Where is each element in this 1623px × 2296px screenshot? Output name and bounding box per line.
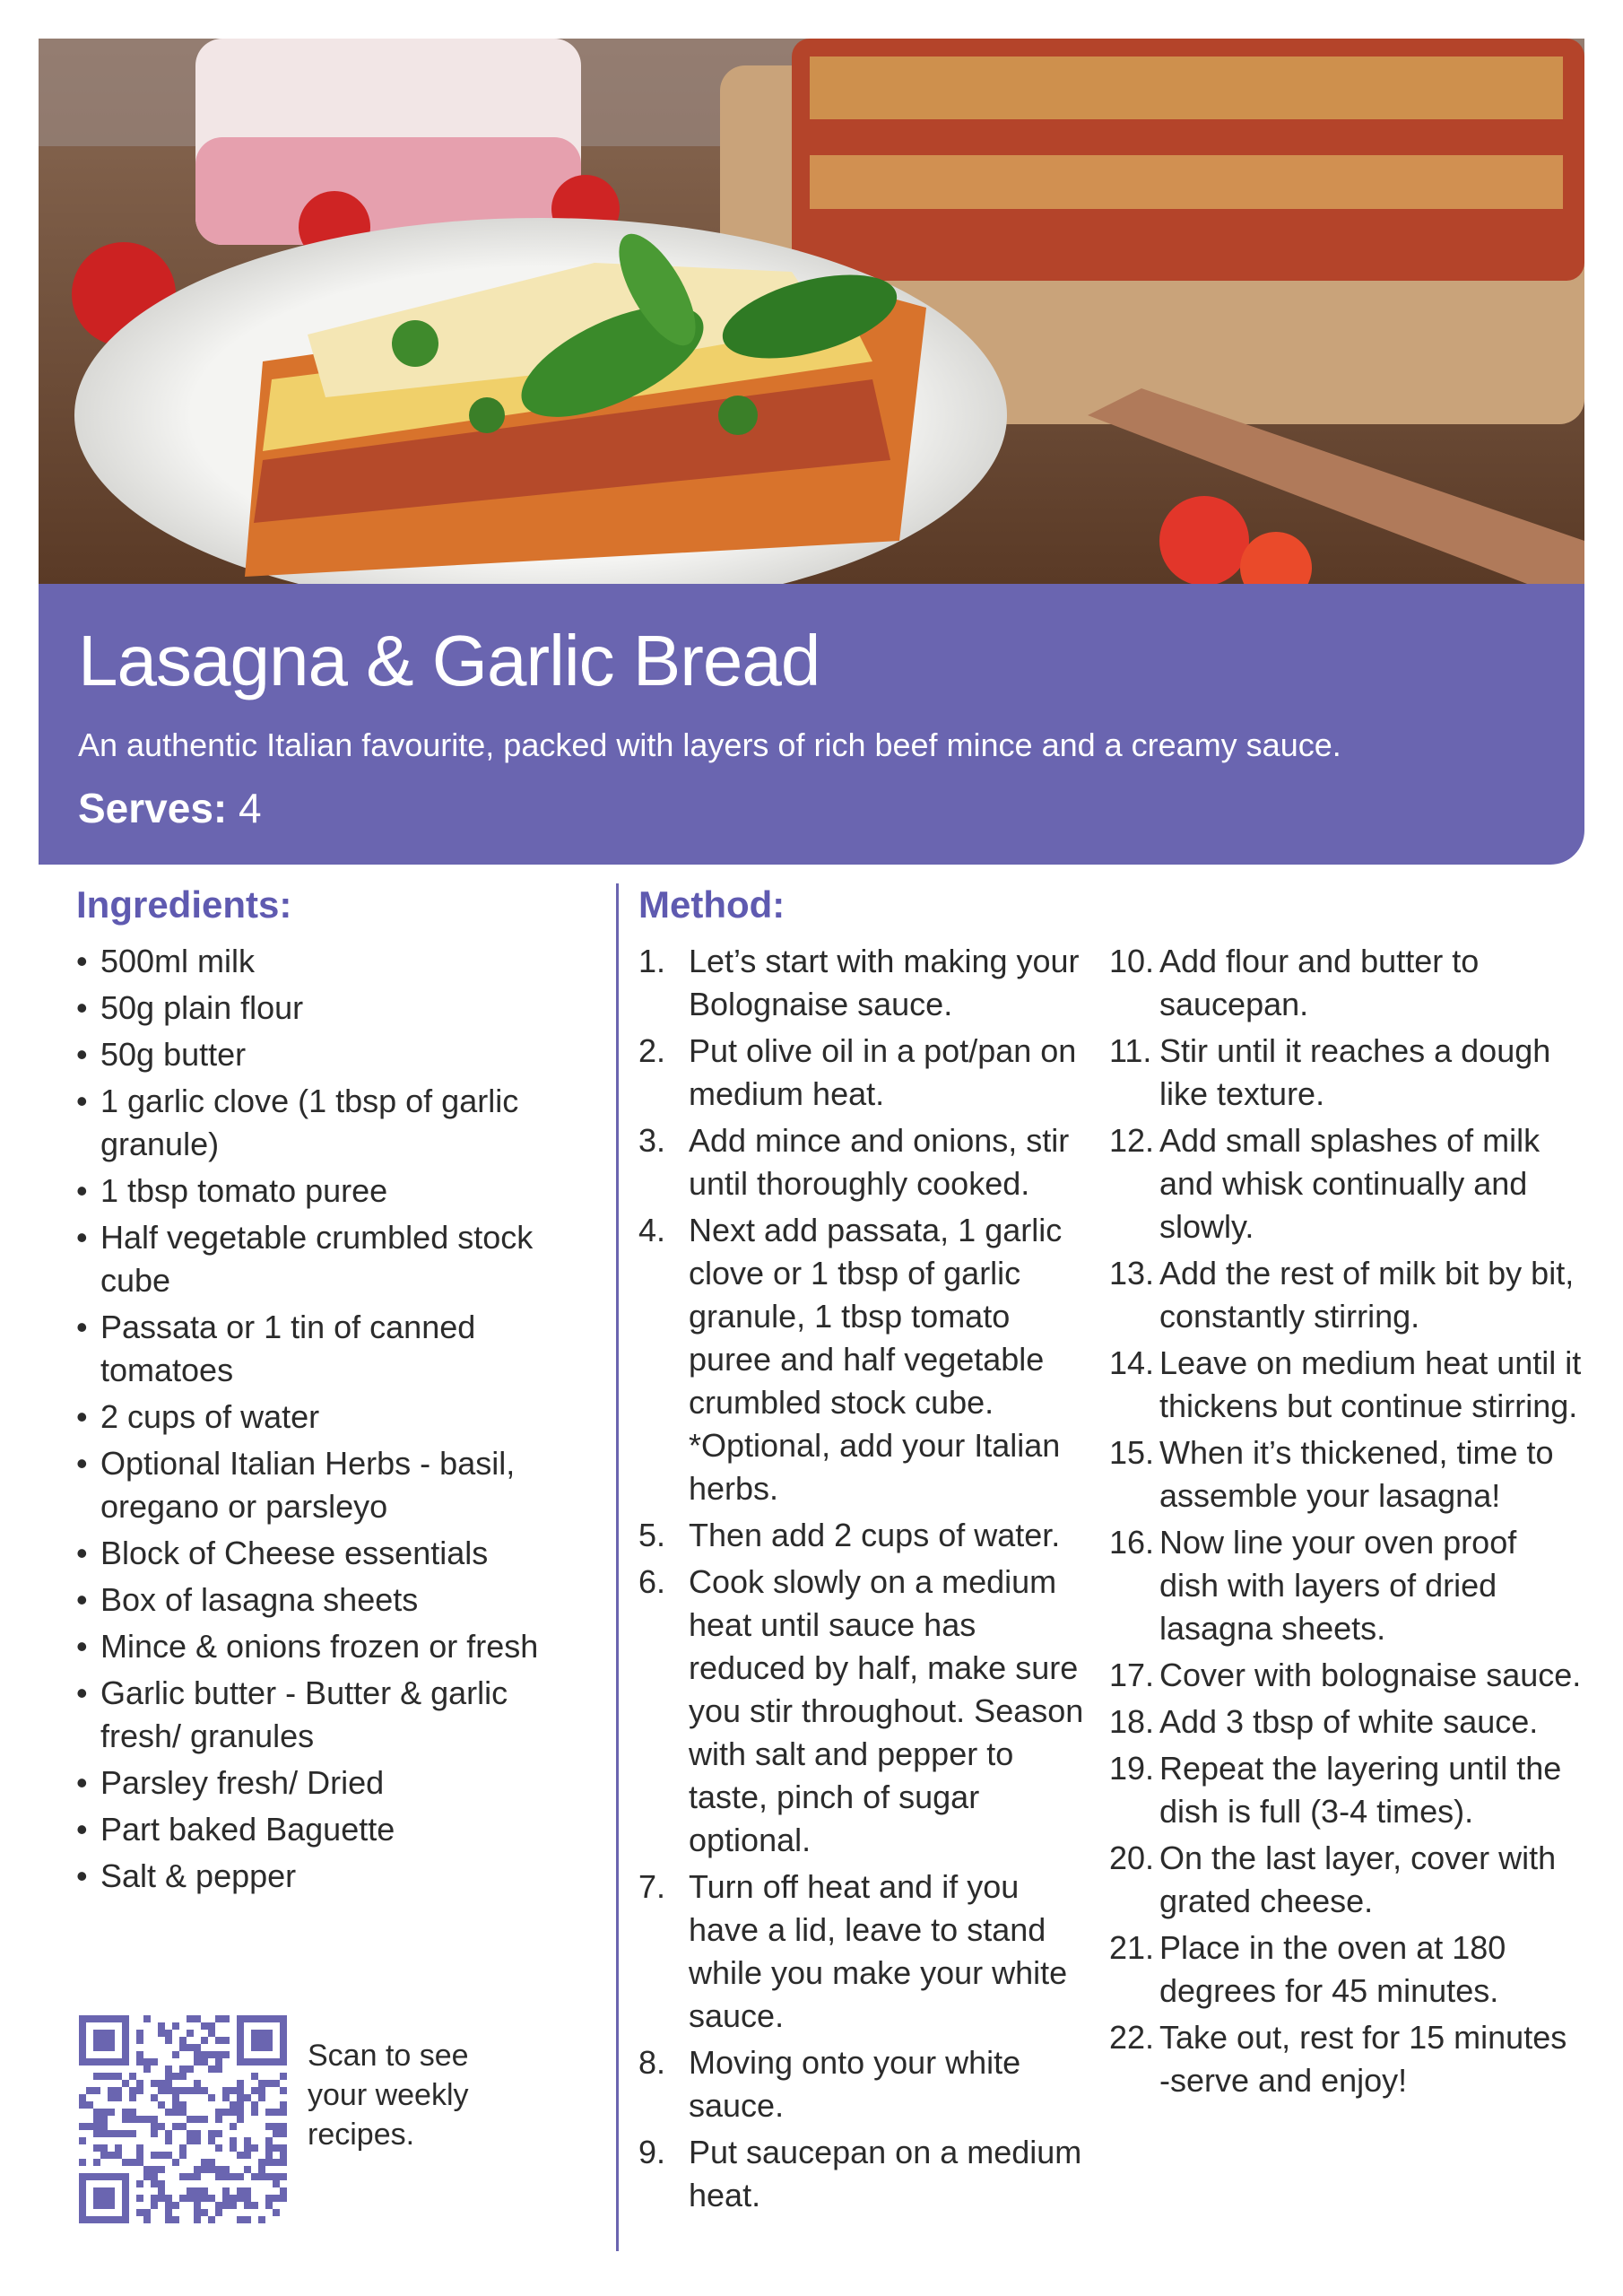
step-number: 8. bbox=[638, 2044, 666, 2081]
method-step bbox=[1109, 1521, 1584, 1650]
step-text: Add mince and onions, stir until thoroughly cooked. bbox=[689, 1122, 1070, 1202]
step-text: Cook slowly on a medium heat until sauce has reduced by half, make sure you stir throughout. Season with salt and pepper to taste, pinch of sugar optional. bbox=[689, 1563, 1084, 1858]
step-text: Cover with bolognaise sauce. bbox=[1159, 1657, 1582, 1693]
step-number: 4. bbox=[638, 1212, 666, 1248]
ingredient-item: • Mince & onions frozen or fresh bbox=[76, 1625, 596, 1668]
method-step bbox=[1109, 1030, 1584, 1116]
ingredient-item: • 50g plain flour bbox=[76, 987, 596, 1030]
method-step bbox=[638, 1030, 1087, 1116]
ingredient-item: • Salt & pepper bbox=[76, 1855, 596, 1898]
step-text: Add small splashes of milk and whisk continually and slowly. bbox=[1159, 1122, 1541, 1245]
title-banner bbox=[39, 584, 1584, 865]
step-number: 17. bbox=[1109, 1657, 1155, 1693]
step-text: Turn off heat and if you have a lid, leave to stand while you make your white sauce. bbox=[689, 1868, 1068, 2034]
method-steps-column-1 bbox=[638, 940, 1087, 2221]
step-text: On the last layer, cover with grated cheese. bbox=[1159, 1839, 1557, 1919]
step-text: Add 3 tbsp of white sauce. bbox=[1159, 1703, 1539, 1740]
step-number: 14. bbox=[1109, 1344, 1155, 1381]
method-step bbox=[1109, 1654, 1584, 1697]
method-step bbox=[1109, 1700, 1584, 1744]
ingredient-item: • Box of lasagna sheets bbox=[76, 1578, 596, 1622]
step-text: When it’s thickened, time to assemble your lasagna! bbox=[1159, 1434, 1554, 1514]
method-step bbox=[1109, 1252, 1584, 1338]
step-text: Let’s start with making your Bolognaise sauce. bbox=[689, 943, 1080, 1022]
method-step bbox=[638, 1866, 1087, 2038]
step-number: 13. bbox=[1109, 1255, 1155, 1292]
step-number: 20. bbox=[1109, 1839, 1155, 1876]
ingredient-item: • 2 cups of water bbox=[76, 1396, 596, 1439]
step-number: 1. bbox=[638, 943, 666, 979]
step-number: 19. bbox=[1109, 1750, 1155, 1787]
step-number: 15. bbox=[1109, 1434, 1155, 1471]
ingredient-item: • 1 garlic clove (1 tbsp of garlic granule) bbox=[76, 1080, 596, 1166]
step-text: Now line your oven proof dish with layers of dried lasagna sheets. bbox=[1159, 1524, 1517, 1647]
step-text: Stir until it reaches a dough like texture. bbox=[1159, 1032, 1551, 1112]
ingredient-item: • 1 tbsp tomato puree bbox=[76, 1170, 596, 1213]
step-number: 16. bbox=[1109, 1524, 1155, 1561]
step-number: 2. bbox=[638, 1032, 666, 1069]
step-number: 10. bbox=[1109, 943, 1155, 979]
lasagna-photo-illustration bbox=[39, 39, 1584, 584]
method-step bbox=[1109, 1342, 1584, 1428]
method-step bbox=[1109, 940, 1584, 1026]
step-number: 11. bbox=[1109, 1032, 1152, 1069]
ingredients-heading: Ingredients: bbox=[76, 883, 292, 926]
step-text: Take out, rest for 15 minutes -serve and enjoy! bbox=[1159, 2019, 1567, 2099]
method-step bbox=[638, 2041, 1087, 2127]
step-text: Next add passata, 1 garlic clove or 1 tbsp of garlic granule, 1 tbsp tomato puree and half vegetable crumbled stock cube. *Optional, add your Italian herbs. bbox=[689, 1212, 1063, 1507]
hero-photo bbox=[39, 39, 1584, 584]
step-text: Put olive oil in a pot/pan on medium heat. bbox=[689, 1032, 1077, 1112]
recipe-subtitle: An authentic Italian favourite, packed with layers of rich beef mince and a creamy sauce. bbox=[78, 726, 1341, 763]
serves-label: Serves: bbox=[78, 785, 228, 832]
qr-caption: Scan to see your weekly recipes. bbox=[308, 2039, 469, 2152]
ingredient-item: • Optional Italian Herbs - basil, oregano or parsleyo bbox=[76, 1442, 596, 1528]
method-step bbox=[1109, 1119, 1584, 1248]
serves-line bbox=[78, 784, 1545, 832]
ingredient-item: • 500ml milk bbox=[76, 940, 596, 983]
qr-code[interactable] bbox=[79, 2015, 287, 2223]
method-step bbox=[638, 1119, 1087, 1205]
step-number: 3. bbox=[638, 1122, 666, 1159]
step-number: 5. bbox=[638, 1517, 666, 1553]
ingredient-item: • Passata or 1 tin of canned tomatoes bbox=[76, 1306, 596, 1392]
method-step bbox=[1109, 1747, 1584, 1833]
step-number: 21. bbox=[1109, 1929, 1155, 1966]
method-step bbox=[638, 1561, 1087, 1862]
serves-value: 4 bbox=[239, 785, 262, 832]
method-step bbox=[1109, 2016, 1584, 2102]
step-text: Put saucepan on a medium heat. bbox=[689, 2134, 1082, 2213]
step-text: Add flour and butter to saucepan. bbox=[1159, 943, 1480, 1022]
ingredients-list bbox=[76, 940, 596, 1901]
step-number: 22. bbox=[1109, 2019, 1155, 2056]
ingredient-item: • Block of Cheese essentials bbox=[76, 1532, 596, 1575]
method-step bbox=[1109, 1926, 1584, 2013]
method-step bbox=[1109, 1431, 1584, 1518]
step-number: 6. bbox=[638, 1563, 666, 1600]
qr-code-icon bbox=[79, 2015, 287, 2223]
method-step bbox=[638, 940, 1087, 1026]
step-text: Place in the oven at 180 degrees for 45 minutes. bbox=[1159, 1929, 1506, 2009]
method-step bbox=[1109, 1837, 1584, 1923]
method-steps-column-2 bbox=[1109, 940, 1584, 2106]
method-step bbox=[638, 2131, 1087, 2217]
step-text: Moving onto your white sauce. bbox=[689, 2044, 1021, 2124]
step-number: 12. bbox=[1109, 1122, 1155, 1159]
ingredient-item: • Garlic butter - Butter & garlic fresh/ granules bbox=[76, 1672, 596, 1758]
ingredient-item: • Half vegetable crumbled stock cube bbox=[76, 1216, 596, 1302]
column-divider bbox=[616, 883, 619, 2251]
step-text: Then add 2 cups of water. bbox=[689, 1517, 1061, 1553]
method-step bbox=[638, 1209, 1087, 1510]
step-number: 9. bbox=[638, 2134, 666, 2170]
ingredient-item: • Parsley fresh/ Dried bbox=[76, 1761, 596, 1805]
step-text: Repeat the layering until the dish is full (3-4 times). bbox=[1159, 1750, 1562, 1830]
method-heading: Method: bbox=[638, 883, 785, 926]
method-step bbox=[638, 1514, 1087, 1557]
recipe-title: Lasagna & Garlic Bread bbox=[78, 621, 820, 700]
step-number: 18. bbox=[1109, 1703, 1155, 1740]
ingredient-item: • 50g butter bbox=[76, 1033, 596, 1076]
step-text: Leave on medium heat until it thickens but continue stirring. bbox=[1159, 1344, 1582, 1424]
step-number: 7. bbox=[638, 1868, 666, 1905]
step-text: Add the rest of milk bit by bit, constantly stirring. bbox=[1159, 1255, 1575, 1335]
ingredient-item: • Part baked Baguette bbox=[76, 1808, 596, 1851]
